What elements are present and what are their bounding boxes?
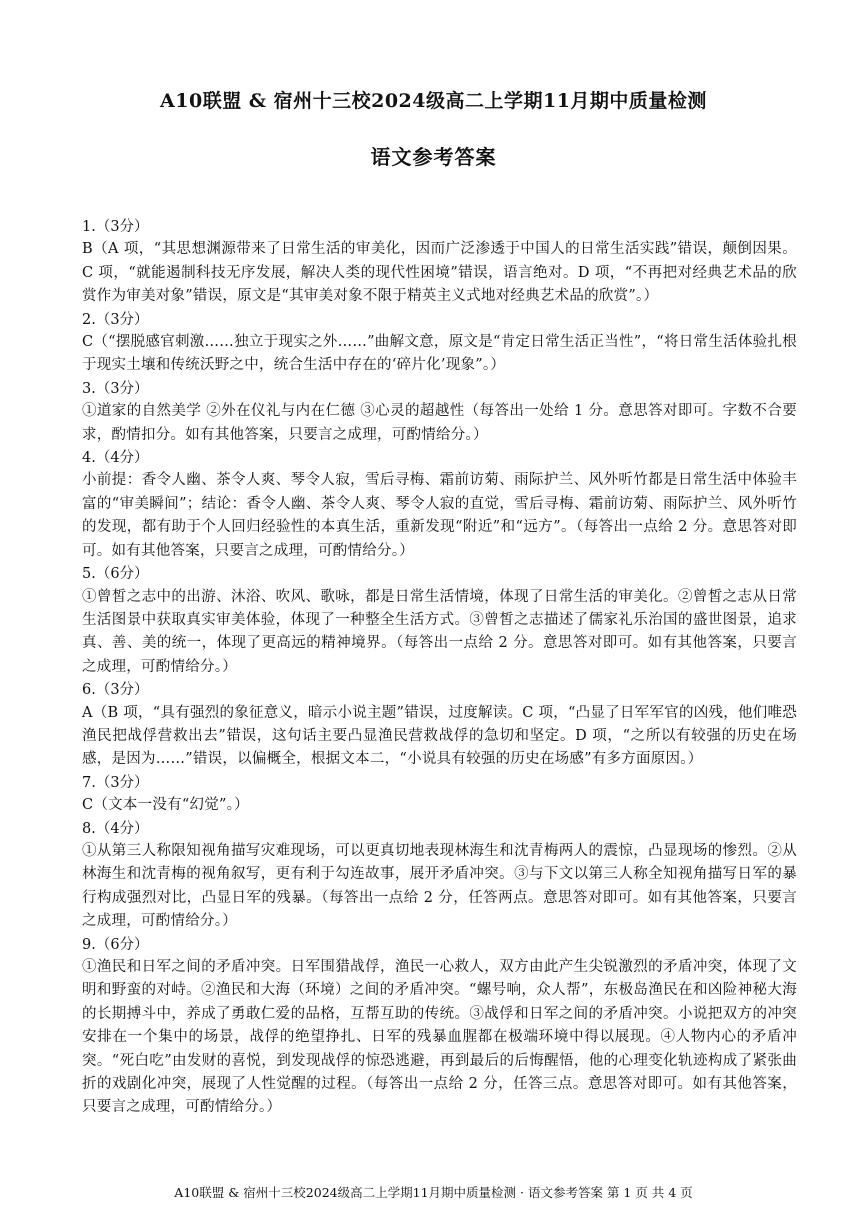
answer-list — [82, 216, 797, 1120]
question-number: 1.（3分） — [82, 219, 149, 235]
page-footer: A10联盟 & 宿州十三校2024级高二上学期11月期中质量检测 · 语文参考答案 第 1 页 共 4 页 — [174, 1185, 693, 1200]
answer-item-3 — [82, 378, 797, 447]
answer-text: ①曾皙之志中的出游、沐浴、吹风、歌咏，都是日常生活情境，体现了日常生活的审美化。②曾皙之志从日常生活图景中获取真实审美体验，体现了一种整全生活方式。③曾皙之志描述了儒家礼乐治国的盛世图景，追求真、善、美的统一，体现了更高远的精神境界。（每答出一点给 2 分。意思答对即可。如有其他答案，只要言之成理，可酌情给分。） — [82, 588, 797, 675]
question-number: 7.（3分） — [82, 774, 149, 791]
question-number: 8.（4分） — [82, 820, 149, 837]
question-number: 5.（6分） — [82, 566, 149, 583]
answer-item-8 — [82, 818, 797, 934]
answer-text: A（B 项，“具有强烈的象征意义，暗示小说主题”错误，过度解读。C 项，“凸显了日军军官的凶残，他们唯恐渔民把战俘营救出去”错误，这句话主要凸显渔民营救战俘的急切和坚定。D 项，“之所以有较强的历史在场感，是因为……”错误，以偏概全，根据文本二，“小说具有较强的历史在场感”有多方面原因。） — [82, 704, 797, 768]
answer-item-7 — [82, 772, 797, 818]
page-title: A10联盟 & 宿州十三校2024级高二上学期11月期中质量检测 — [160, 90, 707, 112]
answer-text: C（文本一没有“幻觉”。） — [82, 797, 249, 814]
answer-text: ①道家的自然美学 ②外在仪礼与内在仁德 ③心灵的超越性（每答出一处给 1 分。意思答对即可。字数不合要求，酌情扣分。如有其他答案，只要言之成理，可酌情给分。） — [82, 403, 797, 443]
answer-text: 小前提：香令人幽、茶令人爽、琴令人寂，雪后寻梅、霜前访菊、雨际护兰、风外听竹都是日常生活中体验丰富的“审美瞬间”；结论：香令人幽、茶令人爽、琴令人寂的直觉，雪后寻梅、霜前访菊、雨际护兰、风外听竹的发现，都有助于个人回归经验性的本真生活，重新发现“附近”和“远方”。（每答出一点给 2 分。意思答对即可。如有其他答案，只要言之成理，可酌情给分。） — [82, 472, 797, 559]
answer-text: ①渔民和日军之间的矛盾冲突。日军围猎战俘，渔民一心救人，双方由此产生尖锐激烈的矛盾冲突，体现了文明和野蛮的对峙。②渔民和大海（环境）之间的矛盾冲突。“螺号响，众人帮”，东极岛渔民在和凶险神秘大海的长期搏斗中，养成了勇敢仁爱的品格，互帮互助的传统。③战俘和日军之间的矛盾冲突。小说把双方的冲突安排在一个集中的场景，战俘的绝望挣扎、日军的残暴血腥都在极端环境中得以展现。④人物内心的矛盾冲突。“死白吃”由发财的喜悦，到发现战俘的惊恐逃避，再到最后的后悔醒悟，他的心理变化轨迹构成了紧张曲折的戏剧化冲突，展现了人性觉醒的过程。（每答出一点给 2 分，任答三点。意思答对即可。如有其他答案，只要言之成理，可酌情给分。） — [82, 959, 797, 1116]
page-subtitle: 语文参考答案 — [370, 145, 497, 169]
answer-item-9 — [82, 934, 797, 1120]
answer-item-5 — [82, 563, 797, 679]
answer-text: ①从第三人称限知视角描写灾难现场，可以更真切地表现林海生和沈青梅两人的震惊，凸显现场的惨烈。②从林海生和沈青梅的视角叙写，更有利于勾连故事，展开矛盾冲突。③与下文以第三人称全知视角描写日军的暴行构成强烈对比，凸显日军的残暴。（每答出一点给 2 分，任答两点。意思答对即可。如有其他答案，只要言之成理，可酌情给分。） — [82, 842, 797, 930]
question-number: 2.（3分） — [82, 311, 149, 328]
answer-item-2 — [82, 309, 797, 378]
question-number: 6.（3分） — [82, 682, 149, 699]
question-number: 9.（6分） — [82, 936, 149, 953]
answer-item-4 — [82, 447, 797, 563]
question-number: 4.（4分） — [82, 450, 149, 467]
question-number: 3.（3分） — [82, 380, 149, 397]
answer-item-6 — [82, 679, 797, 772]
answer-item-1 — [82, 216, 797, 309]
answer-text: B（A 项，“其思想渊源带来了日常生活的审美化，因而广泛渗透于中国人的日常生活实践”错误，颠倒因果。C 项，“就能遏制科技无序发展，解决人类的现代性困境”错误，语言绝对。D 项，“不再把对经典艺术品的欣赏作为审美对象”错误，原文是“其审美对象不限于精英主义式地对经典艺术品的欣赏”。） — [82, 241, 797, 305]
answer-text: C（“摆脱感官刺激……独立于现实之外……”曲解文意，原文是“肯定日常生活正当性”，“将日常生活体验扎根于现实土壤和传统沃野之中，统合生活中存在的‘碎片化’现象”。） — [82, 334, 797, 374]
